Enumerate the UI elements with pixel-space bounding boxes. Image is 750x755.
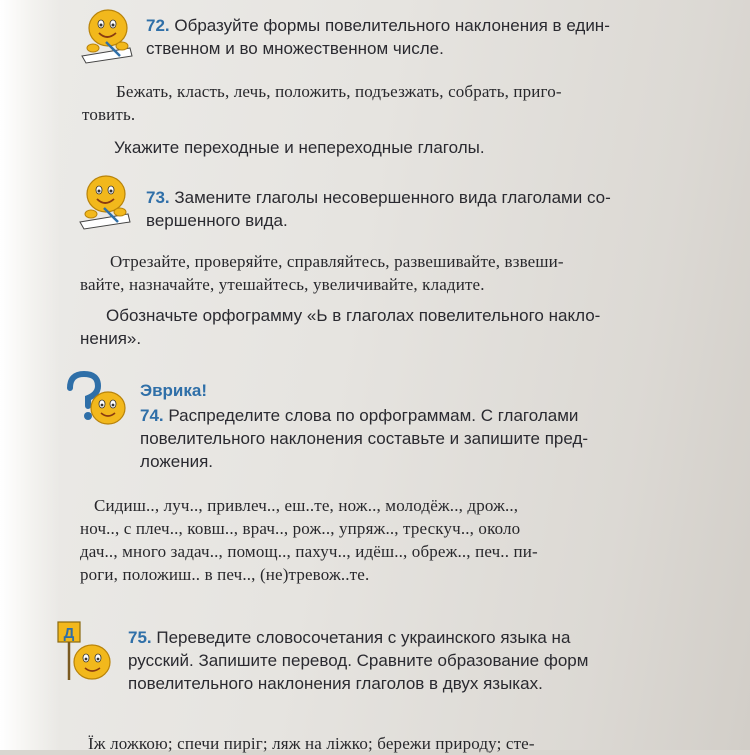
exercise-number: 72. [146,16,170,35]
words-line: вайте, назначайте, утешайтесь, увеличивайте, кладите. [80,275,485,294]
instruction-line: нения». [80,329,142,348]
heading-line: повелительного наклонения составьте и запишите пред- [140,429,589,448]
question-smiley-icon [62,370,132,430]
heading-line: повелительного наклонения глаголов в двух языках. [128,674,543,693]
instruction-line: Обозначьте орфограмму «Ь в глаголах повелительного накло- [106,306,601,325]
exercise-heading [146,186,611,232]
smiley-writing-icon [76,6,138,64]
words-line: товить. [82,105,136,124]
words-line: ноч.., с плеч.., ковш.., врач.., рож.., упряж.., трескуч.., около [80,519,521,538]
page-binding-edge [0,0,60,750]
words-line: Бежать, класть, лечь, положить, подъезжать, собрать, приго- [116,82,562,101]
heading-line: Образуйте формы повелительного наклонения в един- [174,16,610,35]
words-line: Їж ложкою; спечи пиріг; ляж на ліжко; бережи природу; сте- [88,734,535,753]
exercise-instruction [114,136,485,159]
exercise-heading [140,404,588,473]
exercise-words [82,80,562,126]
exercise-words [80,250,564,296]
heading-line: Замените глаголы несовершенного вида глаголами со- [174,188,611,207]
words-line: роги, положиш.. в печ.., (не)тревож..те. [80,565,370,584]
exercise-number: 75. [128,628,152,647]
eureka-label: Эврика! [140,381,208,400]
smiley-with-sign-icon [54,620,118,686]
heading-line: Переведите словосочетания с украинского языка на [156,628,571,647]
heading-line: Распределите слова по орфограммам. С глаголами [168,406,579,425]
heading-line: вершенного вида. [146,211,288,230]
exercise-number: 74. [140,406,164,425]
exercise-words [88,732,535,755]
exercise-words [80,494,538,586]
exercise-heading [128,626,588,695]
heading-line: ственном и во множественном числе. [146,39,444,58]
heading-line: ложения. [140,452,214,471]
words-line: Отрезайте, проверяйте, справляйтесь, развешивайте, взвеши- [110,252,564,271]
words-line: Сидиш.., луч.., привлеч.., еш..те, нож.., молодёж.., дрож.., [94,496,519,515]
exercise-heading [146,14,610,60]
instruction-line: Укажите переходные и непереходные глаголы. [114,138,485,157]
exercise-number: 73. [146,188,170,207]
smiley-writing-icon [74,172,136,230]
sign-letter: Д [63,625,75,642]
heading-line: русский. Запишите перевод. Сравните образование форм [128,651,589,670]
exercise-instruction [80,304,600,350]
words-line: дач.., много задач.., помощ.., пахуч.., идёш.., обреж.., печ.. пи- [80,542,538,561]
